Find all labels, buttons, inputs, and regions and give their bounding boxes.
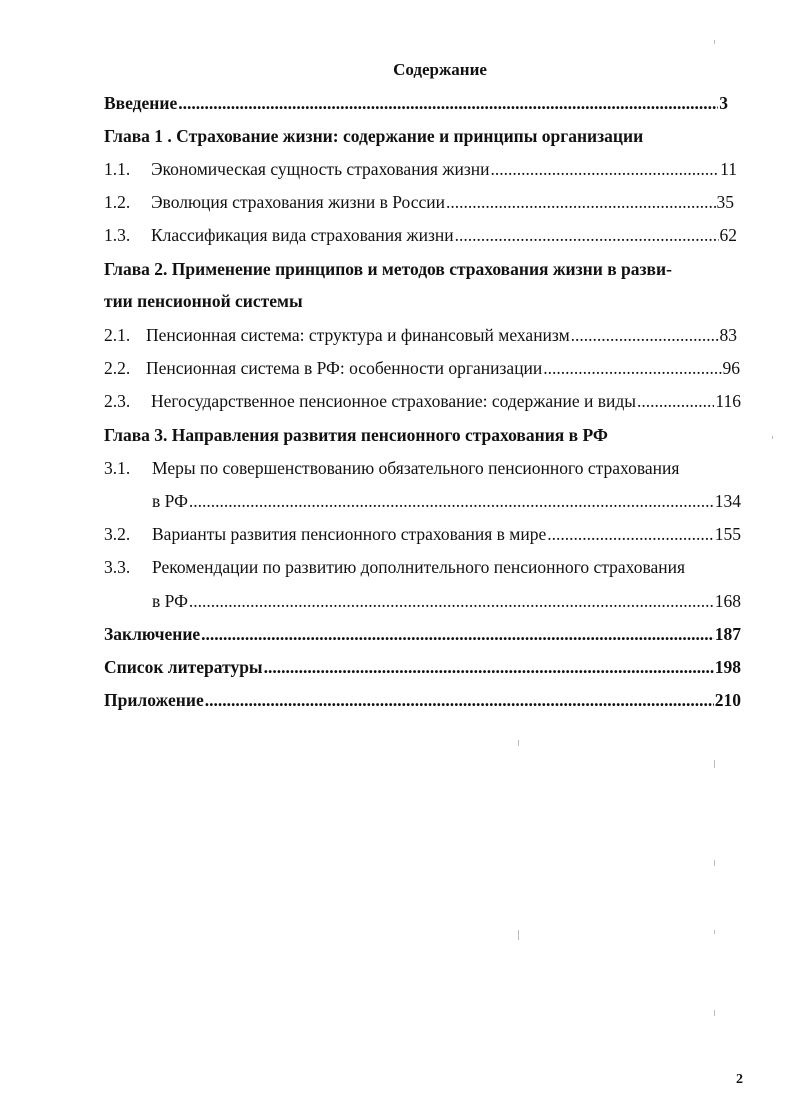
toc-section-number: 3.3. — [104, 557, 131, 577]
toc-entry-text: Экономическая сущность страхования жизни — [151, 159, 490, 179]
toc-entry-text: Варианты развития пенсионного страхования в мире — [152, 524, 547, 544]
scan-speck — [714, 760, 715, 768]
toc-leader — [547, 521, 714, 547]
toc-entry-3-3-line-1 — [104, 554, 685, 580]
toc-entry-text: в РФ — [152, 591, 188, 611]
scan-speck — [772, 436, 773, 439]
toc-leader — [455, 222, 719, 248]
toc-chapter-2-line-1: Глава 2. Применение принципов и методов страхования жизни в разви- — [104, 259, 672, 279]
scan-speck — [518, 930, 519, 940]
scan-speck — [714, 40, 715, 44]
scan-speck — [714, 930, 715, 934]
toc-leader — [205, 687, 714, 713]
toc-entry-1-2 — [104, 189, 734, 215]
toc-entry-intro — [104, 90, 728, 116]
toc-chapter-2-line-2: тии пенсионной системы — [104, 291, 303, 311]
toc-page-number: 134 — [714, 491, 741, 511]
toc-section-number: 2.3. — [104, 391, 131, 411]
toc-page-number: 11 — [720, 159, 737, 179]
toc-leader — [189, 588, 714, 614]
toc-entry-3-1-line-2 — [152, 488, 741, 514]
toc-entry-appendix — [104, 687, 741, 713]
toc-entry-text: Пенсионная система: структура и финансовый механизм — [146, 325, 570, 345]
toc-entry-text: Рекомендации по развитию дополнительного пенсионного страхования — [152, 557, 686, 577]
toc-entry-2-2 — [104, 355, 740, 381]
toc-entry-3-2 — [104, 521, 741, 547]
scan-speck — [714, 1010, 715, 1016]
toc-entry-text: Эволюция страхования жизни в России — [151, 192, 445, 212]
toc-entry-1-1 — [104, 156, 737, 182]
toc-entry-3-3-line-2 — [152, 588, 741, 614]
toc-entry-2-3 — [104, 388, 741, 414]
toc-entry-conclusion — [104, 621, 741, 647]
toc-entry-1-3 — [104, 222, 737, 248]
toc-chapter-1: Глава 1 . Страхование жизни: содержание и принципы организации — [104, 126, 644, 146]
scan-speck — [518, 740, 519, 746]
toc-section-number: 1.3. — [104, 225, 131, 245]
toc-entry-text: Пенсионная система в РФ: особенности организации — [146, 358, 543, 378]
toc-page-number: 62 — [719, 225, 737, 245]
toc-entry-text: Заключение — [104, 624, 201, 644]
toc-entry-2-1 — [104, 322, 737, 348]
toc-leader — [571, 322, 719, 348]
toc-leader — [189, 488, 714, 514]
toc-entry-literature — [104, 654, 741, 680]
toc-leader — [637, 388, 714, 414]
toc-entry-text: Список литературы — [104, 657, 263, 677]
toc-entry-3-1-line-1 — [104, 455, 679, 481]
toc-leader — [543, 355, 721, 381]
toc-leader — [201, 621, 714, 647]
toc-section-number: 2.1. — [104, 325, 131, 345]
toc-section-number: 2.2. — [104, 358, 131, 378]
toc-page-number: 210 — [714, 690, 741, 710]
toc-leader — [490, 156, 719, 182]
toc-entry-text: Приложение — [104, 690, 204, 710]
toc-page-number: 198 — [714, 657, 741, 677]
toc-entry-text: в РФ — [152, 491, 188, 511]
page-title: Содержание — [393, 60, 487, 79]
toc-section-number: 1.2. — [104, 192, 131, 212]
toc-section-number: 3.2. — [104, 524, 131, 544]
toc-leader — [446, 189, 716, 215]
toc-entry-text: Классификация вида страхования жизни — [151, 225, 454, 245]
toc-entry-text: Негосударственное пенсионное страхование: содержание и виды — [151, 391, 637, 411]
page-number: 2 — [736, 1072, 743, 1087]
toc-page-number: 187 — [714, 624, 741, 644]
toc-chapter-3: Глава 3. Направления развития пенсионного страхования в РФ — [104, 425, 608, 445]
toc-page-number: 83 — [719, 325, 737, 345]
toc-page-number: 155 — [714, 524, 741, 544]
toc-section-number: 3.1. — [104, 458, 131, 478]
toc-leader — [178, 90, 718, 116]
toc-page-number: 3 — [719, 93, 728, 113]
toc-entry-text: Введение — [104, 93, 178, 113]
toc-entry-text: Меры по совершенствованию обязательного пенсионного страхования — [152, 458, 680, 478]
toc-page-number: 168 — [714, 591, 741, 611]
toc-page-number: 96 — [722, 358, 740, 378]
scan-speck — [714, 860, 715, 866]
toc-section-number: 1.1. — [104, 159, 131, 179]
toc-leader — [264, 654, 714, 680]
toc-page-number: 35 — [716, 192, 734, 212]
toc-page-number: 116 — [715, 391, 741, 411]
